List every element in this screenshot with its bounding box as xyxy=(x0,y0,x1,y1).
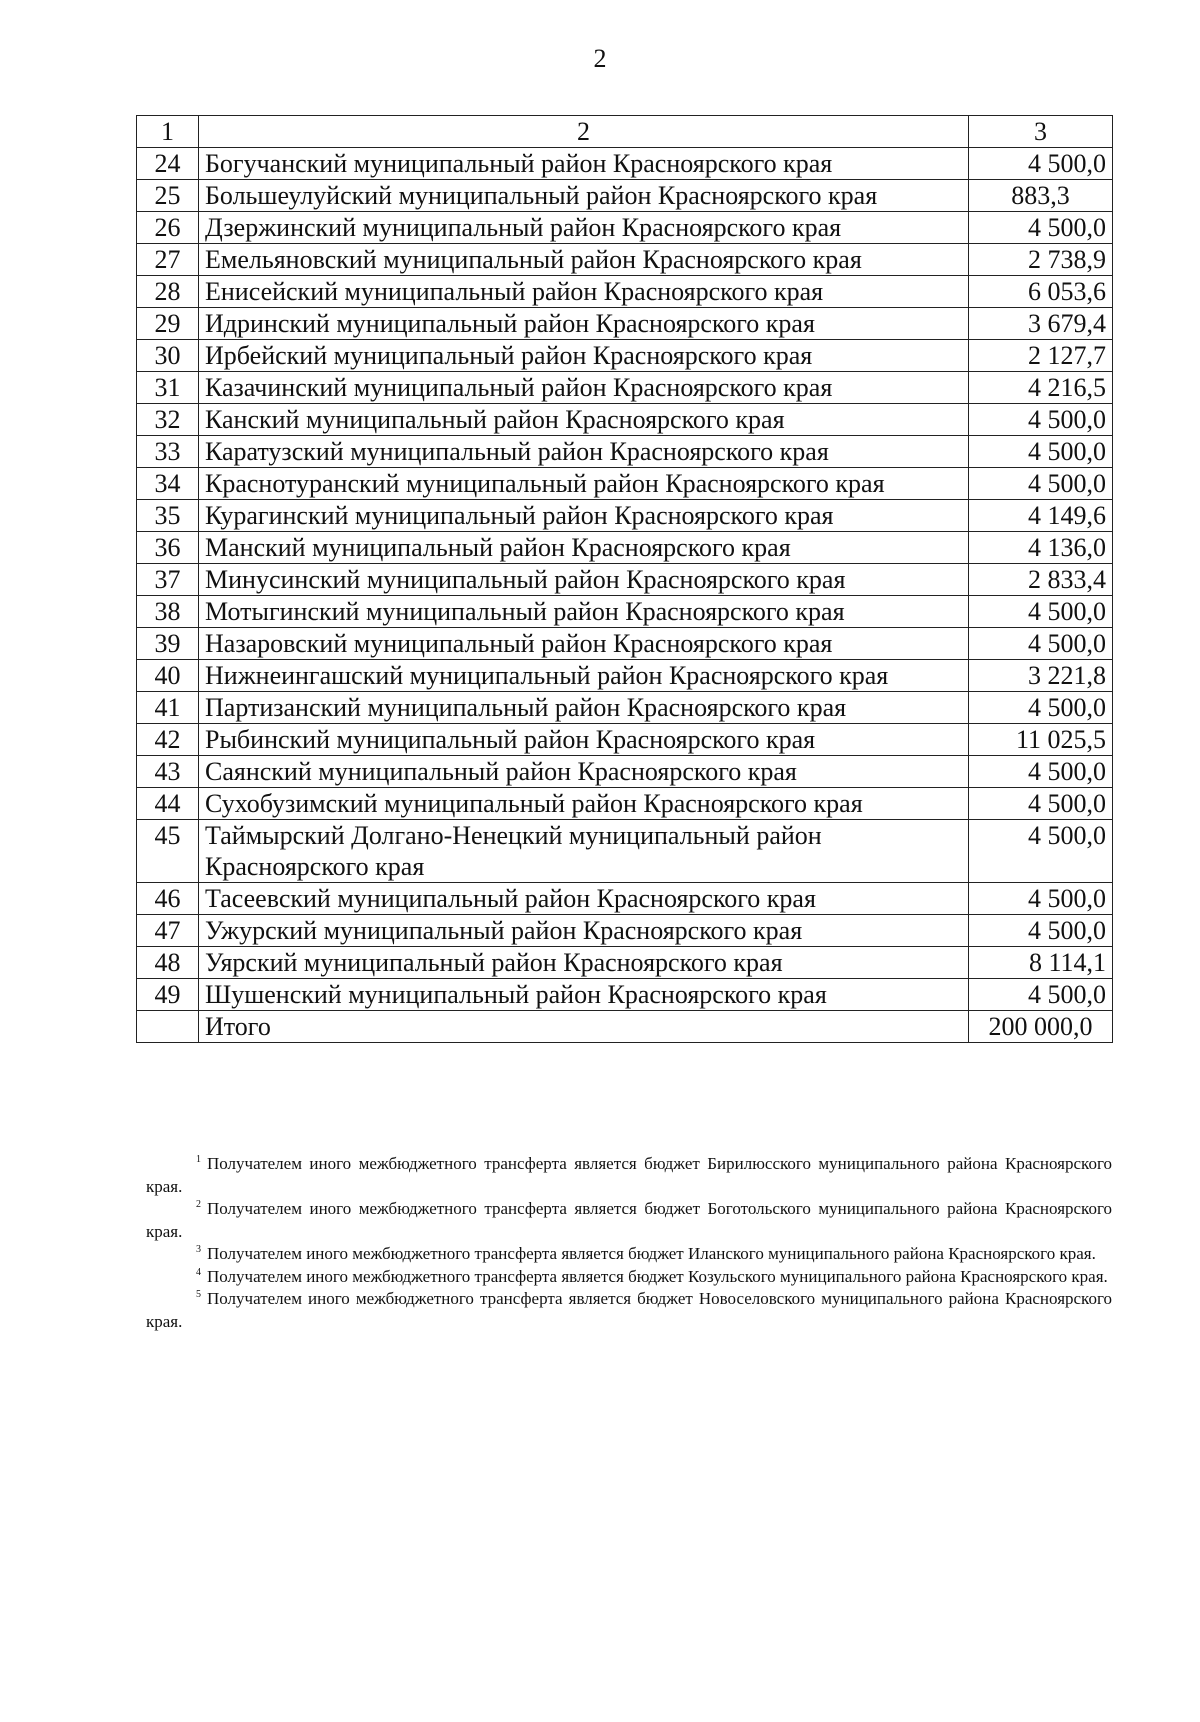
row-number: 36 xyxy=(137,532,199,564)
amount: 883,3 xyxy=(969,180,1113,212)
amount: 2 738,9 xyxy=(969,244,1113,276)
table-row xyxy=(137,883,1113,915)
amount: 4 500,0 xyxy=(969,148,1113,180)
total-row xyxy=(137,1011,1113,1043)
amount: 4 500,0 xyxy=(969,979,1113,1011)
row-number: 44 xyxy=(137,788,199,820)
municipality-name: Рыбинский муниципальный район Красноярского края xyxy=(199,724,969,756)
municipality-name: Назаровский муниципальный район Красноярского края xyxy=(199,628,969,660)
row-number: 35 xyxy=(137,500,199,532)
row-number: 45 xyxy=(137,820,199,883)
table-row xyxy=(137,404,1113,436)
row-number: 30 xyxy=(137,340,199,372)
footnote-text: Получателем иного межбюджетного трансферта является бюджет Боготольского муниципального района Красноярского края. xyxy=(146,1199,1112,1241)
table-row xyxy=(137,372,1113,404)
municipality-name: Уярский муниципальный район Красноярского края xyxy=(199,947,969,979)
municipality-name: Канский муниципальный район Красноярского края xyxy=(199,404,969,436)
table-row xyxy=(137,660,1113,692)
allocation-table xyxy=(136,115,1113,1043)
row-number: 34 xyxy=(137,468,199,500)
table-row xyxy=(137,148,1113,180)
footnote-text: Получателем иного межбюджетного трансферта является бюджет Бирилюсского муниципального района Красноярского края. xyxy=(146,1154,1112,1196)
footnote-text: Получателем иного межбюджетного трансферта является бюджет Иланского муниципального района Красноярского края. xyxy=(207,1244,1096,1263)
amount: 4 500,0 xyxy=(969,756,1113,788)
municipality-name: Идринский муниципальный район Красноярского края xyxy=(199,308,969,340)
total-amount: 200 000,0 xyxy=(969,1011,1113,1043)
municipality-name: Манский муниципальный район Красноярского края xyxy=(199,532,969,564)
amount: 4 500,0 xyxy=(969,436,1113,468)
footnote xyxy=(146,1288,1112,1333)
row-number: 25 xyxy=(137,180,199,212)
amount: 4 136,0 xyxy=(969,532,1113,564)
table-row xyxy=(137,340,1113,372)
amount: 3 221,8 xyxy=(969,660,1113,692)
table-row xyxy=(137,276,1113,308)
amount: 4 500,0 xyxy=(969,596,1113,628)
table-header-row xyxy=(137,116,1113,148)
amount: 4 500,0 xyxy=(969,468,1113,500)
municipality-name: Мотыгинский муниципальный район Красноярского края xyxy=(199,596,969,628)
table-row xyxy=(137,947,1113,979)
column-header-amount: 3 xyxy=(969,116,1113,148)
amount: 8 114,1 xyxy=(969,947,1113,979)
municipality-name: Енисейский муниципальный район Красноярского края xyxy=(199,276,969,308)
municipality-name: Таймырский Долгано-Ненецкий муниципальный район Красноярского края xyxy=(199,820,969,883)
row-number: 49 xyxy=(137,979,199,1011)
municipality-name: Саянский муниципальный район Красноярского края xyxy=(199,756,969,788)
municipality-name: Краснотуранский муниципальный район Красноярского края xyxy=(199,468,969,500)
amount: 2 127,7 xyxy=(969,340,1113,372)
amount: 4 500,0 xyxy=(969,820,1113,883)
municipality-name: Ирбейский муниципальный район Красноярского края xyxy=(199,340,969,372)
table-row xyxy=(137,244,1113,276)
amount: 4 216,5 xyxy=(969,372,1113,404)
row-number: 29 xyxy=(137,308,199,340)
row-number: 28 xyxy=(137,276,199,308)
amount: 11 025,5 xyxy=(969,724,1113,756)
municipality-name: Каратузский муниципальный район Красноярского края xyxy=(199,436,969,468)
row-number: 26 xyxy=(137,212,199,244)
municipality-name: Тасеевский муниципальный район Красноярского края xyxy=(199,883,969,915)
row-number: 37 xyxy=(137,564,199,596)
row-number: 33 xyxy=(137,436,199,468)
municipality-name: Емельяновский муниципальный район Красноярского края xyxy=(199,244,969,276)
row-number: 46 xyxy=(137,883,199,915)
municipality-name: Большеулуйский муниципальный район Красноярского края xyxy=(199,180,969,212)
footnote-text: Получателем иного межбюджетного трансферта является бюджет Новоселовского муниципального района Красноярского края. xyxy=(146,1289,1112,1331)
table-row xyxy=(137,820,1113,883)
footnote-mark: 5 xyxy=(196,1289,201,1300)
table-row xyxy=(137,596,1113,628)
table-row xyxy=(137,915,1113,947)
table-row xyxy=(137,724,1113,756)
table-row xyxy=(137,532,1113,564)
amount: 4 500,0 xyxy=(969,788,1113,820)
amount: 4 500,0 xyxy=(969,915,1113,947)
footnote xyxy=(146,1266,1112,1289)
table-row xyxy=(137,788,1113,820)
row-number: 31 xyxy=(137,372,199,404)
row-number: 41 xyxy=(137,692,199,724)
table-row xyxy=(137,979,1113,1011)
municipality-name: Минусинский муниципальный район Красноярского края xyxy=(199,564,969,596)
row-number: 27 xyxy=(137,244,199,276)
total-number-cell xyxy=(137,1011,199,1043)
municipality-name: Богучанский муниципальный район Красноярского края xyxy=(199,148,969,180)
municipality-name: Ужурский муниципальный район Красноярского края xyxy=(199,915,969,947)
municipality-name: Шушенский муниципальный район Красноярского края xyxy=(199,979,969,1011)
table-row xyxy=(137,212,1113,244)
amount: 2 833,4 xyxy=(969,564,1113,596)
footnote-mark: 3 xyxy=(196,1244,201,1255)
table-row xyxy=(137,756,1113,788)
footnote-text: Получателем иного межбюджетного трансферта является бюджет Козульского муниципального района Красноярского края. xyxy=(207,1266,1108,1286)
municipality-name: Дзержинский муниципальный район Красноярского края xyxy=(199,212,969,244)
page-number: 2 xyxy=(593,44,607,73)
amount: 4 500,0 xyxy=(969,404,1113,436)
row-number: 40 xyxy=(137,660,199,692)
table-row xyxy=(137,628,1113,660)
municipality-name: Сухобузимский муниципальный район Красноярского края xyxy=(199,788,969,820)
table-row xyxy=(137,468,1113,500)
municipality-name: Курагинский муниципальный район Красноярского края xyxy=(199,500,969,532)
row-number: 43 xyxy=(137,756,199,788)
amount: 4 500,0 xyxy=(969,883,1113,915)
footnote-mark: 2 xyxy=(196,1199,201,1210)
amount: 6 053,6 xyxy=(969,276,1113,308)
amount: 3 679,4 xyxy=(969,308,1113,340)
row-number: 48 xyxy=(137,947,199,979)
column-header-number: 1 xyxy=(137,116,199,148)
amount: 4 500,0 xyxy=(969,628,1113,660)
footnote xyxy=(146,1243,1112,1266)
municipality-name: Казачинский муниципальный район Красноярского края xyxy=(199,372,969,404)
table-row xyxy=(137,500,1113,532)
municipality-name: Нижнеингашский муниципальный район Красноярского края xyxy=(199,660,969,692)
amount: 4 149,6 xyxy=(969,500,1113,532)
row-number: 32 xyxy=(137,404,199,436)
footnote-mark: 1 xyxy=(196,1154,201,1165)
table-row xyxy=(137,308,1113,340)
row-number: 42 xyxy=(137,724,199,756)
amount: 4 500,0 xyxy=(969,692,1113,724)
column-header-name: 2 xyxy=(199,116,969,148)
total-label: Итого xyxy=(199,1011,969,1043)
footnote xyxy=(146,1198,1112,1243)
table-row xyxy=(137,692,1113,724)
row-number: 24 xyxy=(137,148,199,180)
footnote-mark: 4 xyxy=(196,1266,201,1278)
table-row xyxy=(137,436,1113,468)
row-number: 38 xyxy=(137,596,199,628)
table-row xyxy=(137,564,1113,596)
row-number: 47 xyxy=(137,915,199,947)
row-number: 39 xyxy=(137,628,199,660)
footnote xyxy=(146,1153,1112,1198)
amount: 4 500,0 xyxy=(969,212,1113,244)
table-row xyxy=(137,180,1113,212)
footnotes xyxy=(146,1153,1112,1333)
municipality-name: Партизанский муниципальный район Красноярского края xyxy=(199,692,969,724)
